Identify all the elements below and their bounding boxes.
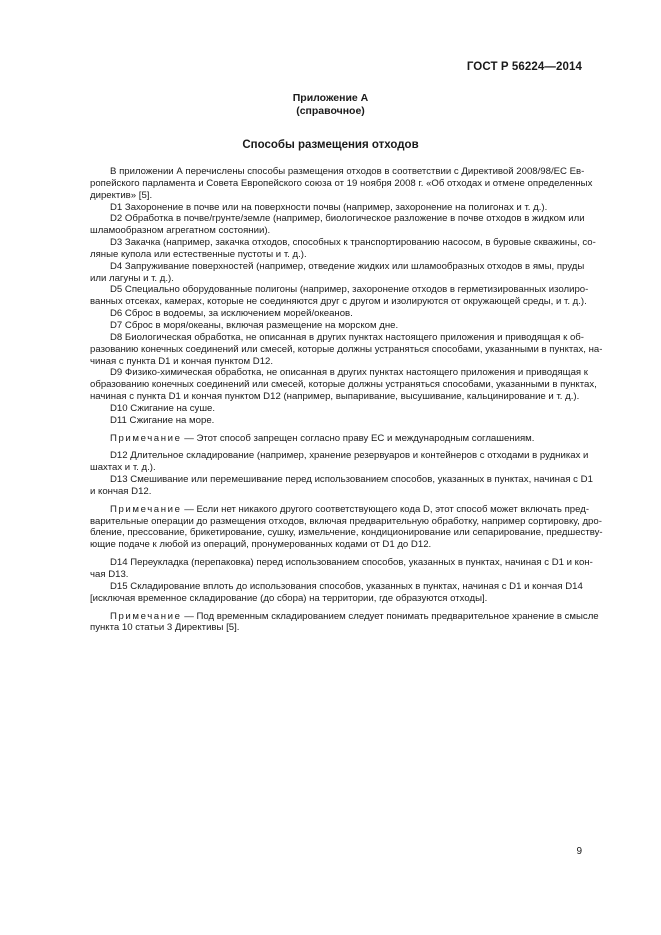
paragraph <box>90 213 585 237</box>
note-text: — Этот способ запрещен согласно праву ЕС и международным соглашениям. <box>181 432 535 444</box>
annex-title: Приложение А <box>292 92 369 104</box>
paragraph <box>90 202 582 214</box>
note-label: Примечание <box>110 610 182 622</box>
text-line: D13 Смешивание или перемешивание перед использованием способов, указанных в пунктах, начиная с D1 <box>110 474 593 486</box>
text-line: разованию конечных соединений или смесей, которые должны устраняться способами, указанными в пунктах, на- <box>90 343 603 355</box>
note-paragraph <box>90 433 582 445</box>
text-line: D7 Сброс в моря/океаны, включая размещение на морском дне. <box>110 319 399 331</box>
text-line: D10 Сжигание на суше. <box>110 402 216 414</box>
text-line <box>90 503 590 516</box>
text-line: D1 Захоронение в почве или на поверхности почвы (например, захоронение на полигонах и т. д.). <box>110 201 548 213</box>
page-number: 9 <box>576 846 582 857</box>
text-line: ропейского парламента и Совета Европейского союза от 19 ноября 2008 г. «Об отходах и отмене определенных <box>90 177 593 189</box>
paragraph <box>90 450 589 474</box>
text-line: D5 Специально оборудованные полигоны (например, захоронение отходов в герметизированных изолиро- <box>110 284 589 296</box>
text-line: D2 Обработка в почве/грунте/земле (например, биологическое разложение в почве отходов в жидком или <box>110 213 585 225</box>
paragraph <box>90 320 582 332</box>
standard-code: ГОСТ Р 56224—2014 <box>466 61 582 73</box>
text-line: В приложении А перечислены способы размещения отходов в соответствии с Директивой 2008/98/ЕС Ев- <box>110 166 585 177</box>
document-body <box>90 166 603 640</box>
paragraph <box>90 557 593 581</box>
text-line: D15 Складирование вплоть до использования способов, указанных в пунктах, начиная с D1 и кончая D14 <box>110 580 583 592</box>
paragraph <box>90 237 596 261</box>
section-title: Способы размещения отходов <box>242 139 419 151</box>
text-line <box>90 610 599 623</box>
note-paragraph <box>90 503 603 551</box>
text-line: ляные купола или естественные пустоты и т. д.). <box>90 248 307 260</box>
text-line: шламообразном агрегатном состоянии). <box>90 225 271 237</box>
text-line: D3 Закачка (например, закачка отходов, способных к транспортированию насосом, в буровые скважины, со- <box>110 237 596 249</box>
text-line: D9 Физико-химическая обработка, не описанная в других пунктах настоящего приложения и приводящая к <box>110 367 588 379</box>
text-line: D11 Сжигание на море. <box>110 414 215 426</box>
text-line: начиная с пункта D1 и кончая пунктом D12 (например, выпаривание, высушивание, кальцинирование и т. д.). <box>90 391 580 403</box>
note-text: — Если нет никакого другого соответствующего кода D, этот способ может включать пред- <box>181 503 590 515</box>
text-line: пункта 10 статьи 3 Директивы [5]. <box>90 622 240 634</box>
paragraph <box>90 415 582 427</box>
text-line: D14 Переукладка (перепаковка) перед использованием способов, указанных в пунктах, начиная с D1 и кон- <box>110 557 593 569</box>
text-line: ющие подаче к любой из операций, пронумерованных кодами от D1 до D12. <box>90 539 432 551</box>
paragraph <box>90 331 603 368</box>
paragraph <box>90 474 593 498</box>
paragraph <box>90 260 585 285</box>
note-text: — Под временным складированием следует понимать предварительное хранение в смысле <box>181 610 599 622</box>
text-line: D8 Биологическая обработка, не описанная в других пунктах настоящего приложения и приводящая к об- <box>110 331 584 343</box>
text-line: варительные операции до размещения отходов, включая предварительную обработку, например сортировку, дро- <box>90 515 602 527</box>
text-line: и кончая D12. <box>90 485 152 497</box>
paragraph <box>90 284 589 308</box>
text-line <box>90 433 582 445</box>
note-paragraph <box>90 610 599 635</box>
text-line: или лагуны и т. д.). <box>90 272 174 284</box>
note-label: Примечание <box>110 432 182 444</box>
paragraph <box>90 581 582 605</box>
paragraph <box>90 308 582 320</box>
annex-subtitle: (справочное) <box>296 105 365 117</box>
text-line: [исключая временное складирование (до сбора) на территории, где образуются отходы]. <box>90 592 488 604</box>
text-line: D4 Запруживание поверхностей (например, отведение жидких или шламообразных отходов в ямы, пруды <box>110 260 585 272</box>
paragraph <box>90 166 593 202</box>
text-line: чиная с пункта D1 и кончая пунктом D12. <box>90 355 274 367</box>
text-line: D6 Сброс в водоемы, за исключением морей/океанов. <box>110 308 353 320</box>
paragraph <box>90 367 597 403</box>
text-line: D12 Длительное складирование (например, хранение резервуаров и контейнеров с отходами в рудниках и <box>110 450 589 462</box>
text-line: образованию конечных соединений или смесей, которые должны устраняться способами, указанными в пунктах, <box>90 379 597 391</box>
text-line: чая D13. <box>90 569 129 580</box>
annex-heading <box>0 92 661 118</box>
text-line: директив» [5]. <box>90 189 153 201</box>
note-label: Примечание <box>110 503 182 515</box>
paragraph <box>90 403 582 415</box>
text-line: бление, прессование, брикетирование, сушку, измельчение, кондиционирование или сепарирование, предшеству- <box>90 527 603 539</box>
text-line: шахтах и т. д.). <box>90 462 156 474</box>
text-line: ванных отсеках, камерах, которые не соединяются друг с другом и изолируются от окружающей среды, и т. д.). <box>90 296 587 308</box>
